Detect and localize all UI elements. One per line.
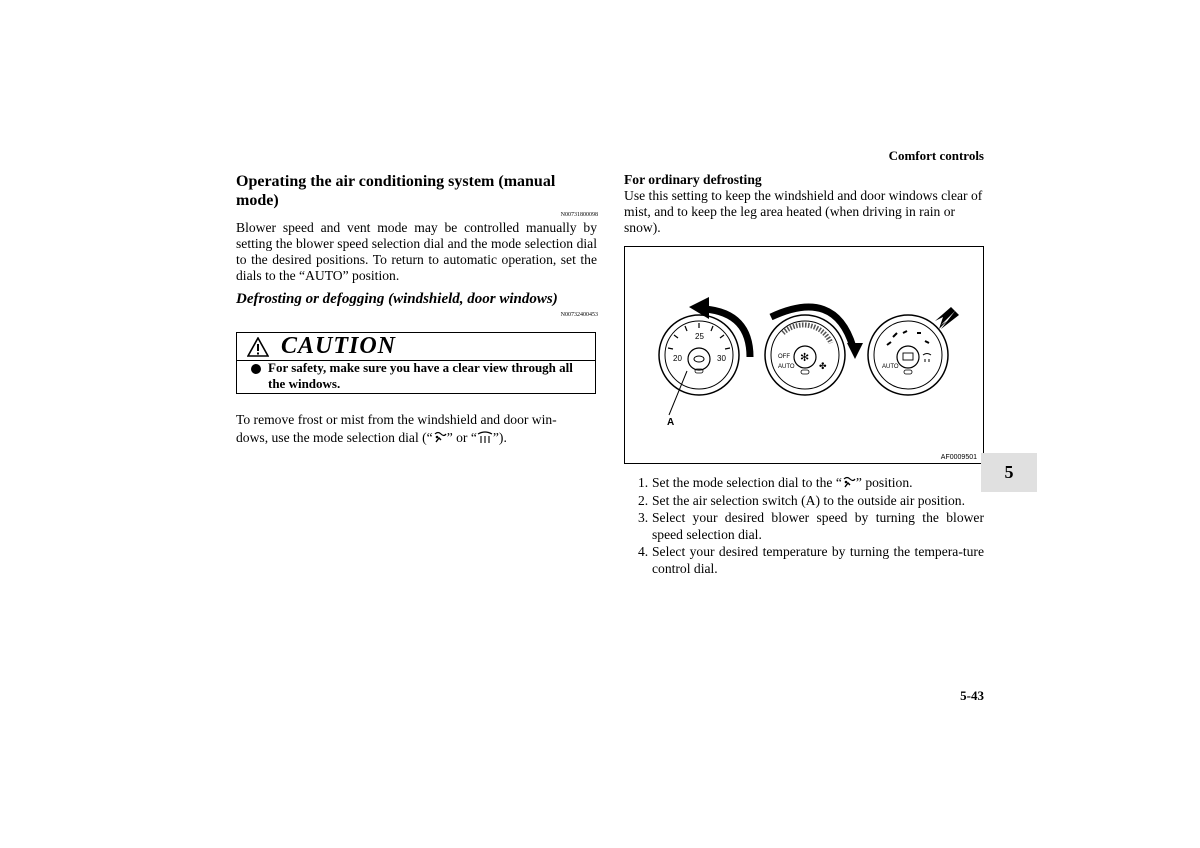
right-subheading: For ordinary defrosting bbox=[624, 172, 762, 187]
fan-icon: ✤ bbox=[819, 362, 827, 372]
section-title: Operating the air conditioning system (manual mode) bbox=[236, 173, 556, 209]
bullet-icon bbox=[251, 364, 261, 374]
defrost-icon bbox=[477, 430, 493, 444]
list-item: 2. Set the air selection switch (A) to the outside air position. bbox=[638, 492, 965, 508]
mode-selection-dial bbox=[868, 315, 948, 395]
caution-item bbox=[251, 360, 591, 392]
steps-list bbox=[638, 475, 984, 578]
off-label: OFF bbox=[778, 354, 790, 360]
auto-label: AUTO bbox=[778, 364, 795, 370]
temp-label-20: 20 bbox=[673, 354, 682, 363]
temp-label-25: 25 bbox=[695, 332, 704, 341]
snowflake-icon: ✻ bbox=[800, 351, 810, 364]
intro-paragraph: Blower speed and vent mode may be controlled manually by setting the blower speed selection dial and the mode selection dial to the desired positions. To return to automatic operation, set the dials to the “AUTO” position. bbox=[236, 220, 597, 283]
foot-defrost-icon bbox=[842, 475, 856, 489]
subsection-title: Defrosting or defogging (windshield, door windows) bbox=[236, 291, 558, 307]
warning-triangle-icon bbox=[247, 337, 269, 357]
right-intro: Use this setting to keep the windshield and door windows clear of mist, and to keep the leg area heated (when driving in rain or snow). bbox=[624, 188, 983, 235]
caution-item-text: For safety, make sure you have a clear view through all the windows. bbox=[268, 360, 573, 391]
list-item: 3. Select your desired blower speed by turning the blower speed selection dial. bbox=[638, 510, 984, 542]
list-item: 4. Select your desired temperature by turning the tempera-ture control dial. bbox=[638, 544, 984, 576]
ac-controls-illustration bbox=[625, 247, 983, 463]
subtitle-code: N00732400453 bbox=[560, 312, 598, 318]
temp-label-30: 30 bbox=[717, 354, 726, 363]
caution-box bbox=[236, 332, 596, 394]
temperature-dial bbox=[659, 315, 739, 395]
body-line-1: To remove frost or mist from the windshield and door win- bbox=[236, 412, 557, 427]
foot-defrost-icon bbox=[433, 430, 447, 444]
body-line-2: dows, use the mode selection dial (“ ” or “ ”). bbox=[236, 430, 507, 445]
chapter-tab: 5 bbox=[981, 453, 1037, 492]
blower-speed-dial bbox=[765, 315, 845, 395]
section-header: Comfort controls bbox=[888, 148, 984, 163]
list-item: 1. Set the mode selection dial to the “ ” position. bbox=[638, 475, 913, 490]
figure-code: AF0009501 bbox=[940, 454, 977, 461]
caution-title: CAUTION bbox=[281, 333, 397, 359]
switch-a-label: A bbox=[667, 417, 675, 428]
control-panel-figure bbox=[624, 246, 984, 464]
page-number: 5-43 bbox=[960, 688, 984, 703]
caution-header bbox=[237, 333, 595, 361]
mode-auto-label: AUTO bbox=[882, 364, 899, 370]
rotate-arrow-icon bbox=[847, 343, 863, 359]
title-code: N00731800098 bbox=[560, 212, 598, 218]
